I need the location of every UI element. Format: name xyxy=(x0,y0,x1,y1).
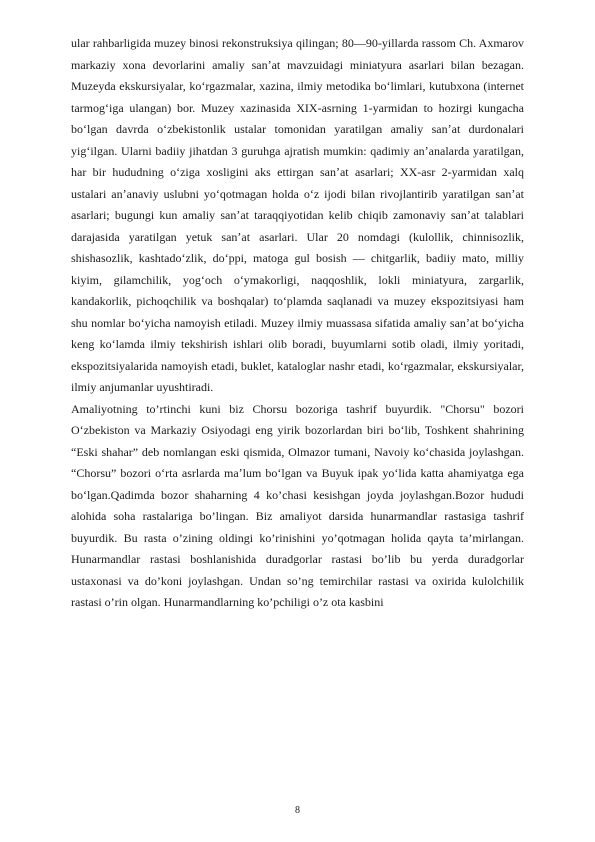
body-text xyxy=(71,33,524,614)
paragraph-chorsu: Amaliyotning to’rtinchi kuni biz Chorsu bozoriga tashrif buyurdik. "Chorsu" bozori Oʻzbekiston va Markaziy Osiyodagi eng yirik bozorlardan biri boʻlib, Toshkent shahrining “Eski shahar” deb nomlangan eski qismida, Olmazor tumani, Navoiy koʻchasida joylashgan. “Chorsu” bozori oʻrta asrlarda maʼlum boʻlgan va Buyuk ipak yoʻlida katta ahamiyatga ega boʻlgan.Qadimda bozor shaharning 4 ko’chasi kesishgan joyda joylashgan.Bozor hududi alohida soha rastalariga bo’lingan. Biz amaliyot darsida hunarmandlar rastasiga tashrif buyurdik. Bu rasta o’zining oldingi ko’rinishini yo’qotmagan holida qayta ta’mirlangan. Hunarmandlar rastasi boshlanishida duradgorlar rastasi bo’lib bu yerda duradgorlar ustaxonasi va do’koni joylashgan. Undan so’ng temirchilar rastasi va oxirida kulolchilik rastasi o’rin olgan. Hunarmandlarning ko’pchiligi o’z ota kasbini xyxy=(71,401,524,609)
page-number: 8 xyxy=(295,805,300,816)
paragraph-museum: ular rahbarligida muzey binosi rekonstruksiya qilingan; 80—90-yillarda rassom Ch. Axmarov markaziy xona devorlarini amaliy sanʼat mavzuidagi miniatyura asarlari bilan bezagan. Muzeyda ekskursiyalar, koʻrgazmalar, xazina, ilmiy metodika boʻlimlari, kutubxona (internet tarmogʻiga ulangan) bor. Muzey xazinasida XIX-asrning 1-yarmidan to hozirgi kungacha boʻlgan davrda oʻzbekistonlik ustalar tomonidan yaratilgan amaliy sanʼat durdonalari yigʻilgan. Ularni badiiy jihatdan 3 guruhga ajratish mumkin: qadimiy anʼanalarda yaratilgan, har bir hududning oʻziga xosligini aks ettirgan sanʼat asarlari; XX-asr 2-yarmidan xalq ustalari anʼanaviy uslubni yoʻqotmagan holda oʻz ijodi bilan rivojlantirib yaratilgan sanʼat asarlari; bugungi kun amaliy sanʼat taraqqiyotidan kelib chiqib zamonaviy sanʼat talablari darajasida yaratilgan yetuk sanʼat asarlari. Ular 20 nomdagi (kulollik, chinnisozlik, shishasozlik, kashtadoʻzlik, doʻppi, matoga gul bosish — chitgarlik, badiiy mato, milliy kiyim, gilamchilik, yogʻoch oʻymakorligi, naqqoshlik, lokli miniatyura, zargarlik, kandakorlik, pichoqchilik va boshqalar) toʻplamda saqlanadi va muzey ekspozitsiyasi ham shu nomlar boʻyicha namoyish etiladi. Muzey ilmiy muassasa sifatida amaliy sanʼat boʻyicha keng koʻlamda ilmiy tekshirish ishlari olib boradi, buyumlarni sotib oladi, ilmiy yoritadi, ekspozitsiyalarida namoyish etadi, buklet, kataloglar nashr etadi, koʻrgazmalar, ekskursiyalar, ilmiy anjumanlar uyushtiradi. xyxy=(71,36,524,394)
